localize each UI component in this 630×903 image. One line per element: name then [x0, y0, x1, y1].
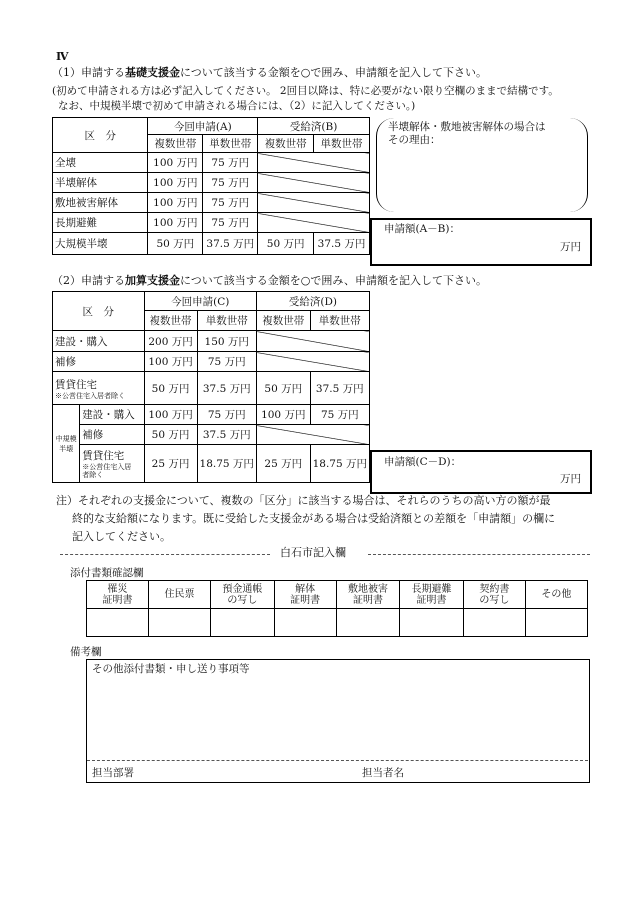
amount-option[interactable]: 37.5 万円: [203, 233, 258, 255]
row-label: 補修: [80, 425, 144, 445]
attach-col-header: 長期避難 証明書: [400, 581, 464, 609]
amount-option[interactable]: 100 万円: [144, 352, 197, 372]
row-label: 賃貸住宅 ※公営住宅入居 者除く: [80, 445, 144, 483]
received-header: 受給済(D): [256, 292, 369, 311]
attachment-check-table: [86, 580, 588, 637]
part1-heading: （1）申請する基礎支援金について該当する金額を○で囲み、申請額を記入して下さい。: [52, 66, 488, 79]
amount-option[interactable]: 50 万円: [144, 425, 197, 445]
not-applicable-cell: [256, 425, 369, 445]
note-line-3: 記入してください。: [72, 530, 171, 543]
attach-check-cell[interactable]: [149, 609, 211, 637]
amount-option[interactable]: 37.5 万円: [197, 425, 256, 445]
mid-scale-group-label: 中規模 半壊: [53, 405, 80, 483]
sub-header-single: 単数世帯: [203, 135, 258, 153]
attach-col-header: 解体 証明書: [274, 581, 336, 609]
not-applicable-cell: [256, 331, 369, 352]
note-line-2: 終的な支給額になります。既に受給した支援金がある場合は受給済額との差額を「申請額」の欄に: [72, 512, 556, 525]
remarks-label: その他添付書類・申し送り事項等: [92, 663, 250, 675]
not-applicable-cell: [258, 193, 370, 213]
remarks-box[interactable]: [86, 659, 590, 783]
attach-col-header: 敷地被害 証明書: [336, 581, 400, 609]
received-amount-option[interactable]: 18.75 万円: [310, 445, 369, 483]
amount-option[interactable]: 75 万円: [203, 193, 258, 213]
amount-option[interactable]: 75 万円: [203, 213, 258, 233]
amount-option[interactable]: 75 万円: [197, 405, 256, 425]
attach-col-header: 契約書 の写し: [463, 581, 525, 609]
amount-option[interactable]: 50 万円: [148, 233, 203, 255]
not-applicable-cell: [258, 213, 370, 233]
attach-col-header: その他: [525, 581, 587, 609]
sub-header-single: 単数世帯: [314, 135, 370, 153]
amount-ab-unit: 万円: [560, 241, 581, 253]
amount-option[interactable]: 100 万円: [148, 213, 203, 233]
part1-note2: なお、中規模半壊で初めて申請される場合には、（2）に記入してください。): [58, 100, 416, 112]
reason-label-1: 半壊解体・敷地被害解体の場合は: [388, 121, 546, 133]
row-label: 大規模半壊: [53, 233, 148, 255]
current-application-header: 今回申請(A): [148, 118, 258, 135]
sub-header-multi: 複数世帯: [256, 311, 310, 331]
sub-header-single: 単数世帯: [197, 311, 256, 331]
amount-option[interactable]: 100 万円: [148, 173, 203, 193]
not-applicable-cell: [258, 153, 370, 173]
amount-cd-label: 申請額(C－D)：: [384, 456, 462, 468]
received-amount-option[interactable]: 50 万円: [256, 372, 310, 405]
amount-option[interactable]: 100 万円: [148, 153, 203, 173]
attach-col-header: 住民票: [149, 581, 211, 609]
part2-heading: （2）申請する加算支援金について該当する金額を○で囲み、申請額を記入して下さい。: [52, 274, 488, 287]
remarks-title: 備考欄: [70, 646, 102, 658]
amount-option[interactable]: 25 万円: [144, 445, 197, 483]
attach-check-cell[interactable]: [463, 609, 525, 637]
sub-header-single: 単数世帯: [310, 311, 369, 331]
sub-header-multi: 複数世帯: [144, 311, 197, 331]
dept-label: 担当部署: [92, 767, 134, 779]
attach-col-header: 預金通帳 の写し: [211, 581, 275, 609]
row-label: 建設・購入: [80, 405, 144, 425]
additional-support-table: [52, 291, 370, 483]
row-label: 建設・購入: [53, 331, 145, 352]
amount-option[interactable]: 75 万円: [203, 153, 258, 173]
attach-check-cell[interactable]: [87, 609, 149, 637]
received-amount-option[interactable]: 75 万円: [310, 405, 369, 425]
category-header: 区 分: [53, 118, 148, 153]
row-label: 半壊解体: [53, 173, 148, 193]
amount-option[interactable]: 100 万円: [148, 193, 203, 213]
current-application-header: 今回申請(C): [144, 292, 256, 311]
sub-header-multi: 複数世帯: [258, 135, 314, 153]
section-mark: Ⅳ: [56, 50, 69, 63]
part1-note1: (初めて申請される方は必ず記入してください。 2回目以降は、特に必要がない限り空欄のままで結構です。: [52, 85, 559, 97]
row-label: 長期避難: [53, 213, 148, 233]
amount-ab-label: 申請額(A－B)：: [384, 223, 460, 235]
amount-option[interactable]: 18.75 万円: [197, 445, 256, 483]
amount-cd-unit: 万円: [560, 473, 581, 485]
received-amount-option[interactable]: 37.5 万円: [310, 372, 369, 405]
attach-check-cell[interactable]: [211, 609, 275, 637]
sub-header-multi: 複数世帯: [148, 135, 203, 153]
row-label: 補修: [53, 352, 145, 372]
amount-option[interactable]: 200 万円: [144, 331, 197, 352]
attach-check-cell[interactable]: [336, 609, 400, 637]
reason-label-2: その理由：: [388, 134, 441, 146]
person-label: 担当者名: [362, 767, 404, 779]
not-applicable-cell: [256, 352, 369, 372]
amount-option[interactable]: 100 万円: [144, 405, 197, 425]
office-use-label: 白石市記入欄: [280, 546, 346, 559]
amount-option[interactable]: 37.5 万円: [197, 372, 256, 405]
attach-check-cell[interactable]: [274, 609, 336, 637]
divider-right: [368, 554, 590, 555]
amount-option[interactable]: 75 万円: [203, 173, 258, 193]
attach-check-cell[interactable]: [400, 609, 464, 637]
received-amount-option[interactable]: 25 万円: [256, 445, 310, 483]
amount-option[interactable]: 150 万円: [197, 331, 256, 352]
received-amount-option[interactable]: 37.5 万円: [314, 233, 370, 255]
received-amount-option[interactable]: 50 万円: [258, 233, 314, 255]
remarks-divider: [87, 760, 588, 761]
attach-check-cell[interactable]: [525, 609, 587, 637]
category-header: 区 分: [53, 292, 145, 331]
received-amount-option[interactable]: 100 万円: [256, 405, 310, 425]
attach-col-header: 罹災 証明書: [87, 581, 149, 609]
row-label: 全壊: [53, 153, 148, 173]
amount-option[interactable]: 50 万円: [144, 372, 197, 405]
attach-title: 添付書類確認欄: [70, 567, 144, 579]
not-applicable-cell: [258, 173, 370, 193]
basic-support-table: [52, 117, 370, 255]
note-line-1: 注）それぞれの支援金について、複数の「区分」に該当する場合は、それらのうちの高い方の額が最: [56, 494, 551, 507]
row-label: 敷地被害解体: [53, 193, 148, 213]
divider-left: [60, 554, 270, 555]
received-header: 受給済(B): [258, 118, 370, 135]
row-label: 賃貸住宅 ※公営住宅入居者除く: [53, 372, 145, 405]
amount-option[interactable]: 75 万円: [197, 352, 256, 372]
